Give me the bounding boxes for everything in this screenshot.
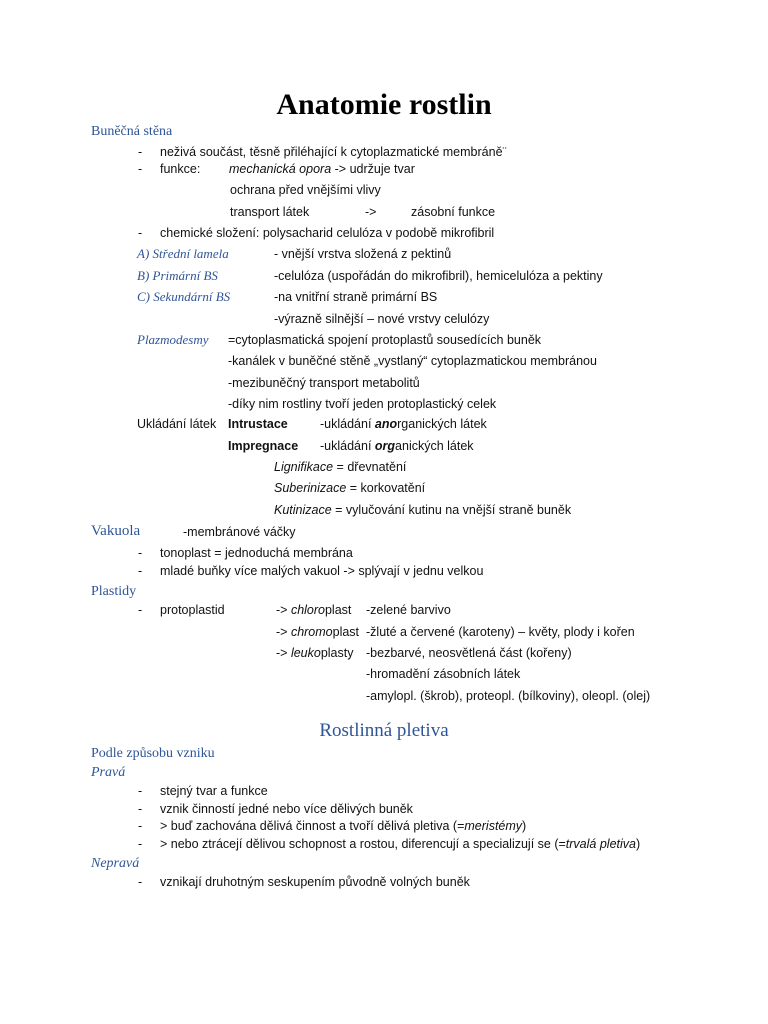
heading-plastids: Plastidy [91,584,137,599]
subheading-origin: Podle způsobu vzniku [91,746,215,761]
impregnation-text [320,438,474,454]
secondary-wall-text-2: -výrazně silnější – nové vrstvy celulózy [274,312,490,326]
true-tissue-2: vznik činností jedné nebo více dělivých buněk [160,802,413,816]
impregnation-a: -ukládání [320,439,375,453]
true-tissue-4a: > nebo ztrácejí dělivou schopnost a rostou, diferencují a specializují se (= [160,837,566,851]
plasmodesmata-line-4: -díky nim rostliny tvoří jeden protoplastický celek [228,397,497,411]
cutinization-def: = vylučování kutinu na vnější straně buněk [331,503,572,517]
bullet-dash: - [138,162,143,176]
leukoplast-prefix: leuko [290,646,321,660]
leukoplast-suffix: plasty [320,646,354,660]
true-tissue-3 [160,818,526,834]
impregnation-b: org [374,439,396,453]
bullet-dash: - [138,564,143,578]
function-1-italic: mechanická opora [229,162,332,176]
primary-wall-label: B) Primární BS [137,268,218,283]
chromoplast [276,624,359,640]
bullet-dash: - [138,145,143,159]
cell-wall-bullet-3: chemické složení: polysacharid celulóza v podobě mikrofibril [160,226,495,240]
suberinization [274,480,425,496]
impregnation-c: anických látek [395,439,474,453]
lignification-term: Lignifikace [274,460,334,474]
plasmodesmata-line-2: -kanálek v buněčné stěně „vystlaný“ cytoplazmatickou membránou [228,354,597,368]
protoplastid: protoplastid [160,603,225,617]
chloroplast-suffix: plast [324,603,352,617]
function-3a: transport látek [230,205,310,219]
function-1-rest: -> udržuje tvar [331,162,415,176]
bullet-dash: - [138,226,143,240]
intrustation-a: -ukládání [320,417,375,431]
chromoplast-prefix: chromo [290,625,333,639]
lamella-text: - vnější vrstva složená z pektinů [274,247,452,261]
plasmodesmata-line-3: -mezibuněčný transport metabolitů [228,376,420,390]
bullet-dash: - [138,875,143,889]
bullet-dash: - [138,837,143,851]
lamella-label: A) Střední lamela [137,246,229,261]
function-2: ochrana před vnějšími vlivy [230,183,381,197]
vacuole-desc: -membránové váčky [183,525,296,539]
vacuole-bullet-2: mladé buňky více malých vakuol -> splývají v jednu velkou [160,564,484,578]
lignification [274,459,406,475]
false-tissue-1: vznikají druhotným seskupením původně volných buněk [160,875,470,889]
vacuole-bullet-1: tonoplast = jednoduchá membrána [160,546,353,560]
bullet-dash: - [138,819,143,833]
secondary-wall-text-1: -na vnitřní straně primární BS [274,290,438,304]
intrustation-c: rganických látek [397,417,487,431]
suberinization-term: Suberinizace [274,481,347,495]
chromoplast-suffix: plast [332,625,360,639]
plasmodesmata-line-1: =cytoplasmatická spojení protoplastů sousedících buněk [228,333,542,347]
heading-cell-wall: Buněčná stěna [91,124,173,139]
false-tissues-label: Nepravá [91,856,140,871]
true-tissues-label: Pravá [91,765,126,780]
chloroplast-prefix: chloro [290,603,325,617]
chloroplast [276,602,351,618]
function-3c: zásobní funkce [411,205,496,219]
heading-plant-tissues: Rostlinná pletiva [319,720,449,741]
page-title: Anatomie rostlin [276,88,492,121]
true-tissue-1: stejný tvar a funkce [160,784,268,798]
plasmodesmata-label: Plazmodesmy [137,332,209,347]
arrow-1: -> [276,603,291,617]
true-tissue-3c: ) [522,819,527,833]
intrustation-b: ano [374,417,398,431]
leukoplast-desc-1: -bezbarvé, neosvětlená část (kořeny) [366,646,572,660]
intrustation-text [320,416,487,432]
true-tissue-4 [160,836,640,852]
bullet-dash: - [138,546,143,560]
secondary-wall-label: C) Sekundární BS [137,289,231,304]
arrow-2: -> [276,625,291,639]
heading-vacuole: Vakuola [91,523,141,539]
cell-wall-bullet-1: neživá součást, těsně přiléhající k cytoplazmatické membráně¨ [160,145,507,159]
true-tissue-3a: > buď zachována dělivá činnost a tvoří dělivá pletiva (= [160,819,465,833]
bullet-dash: - [138,603,143,617]
suberinization-def: = korkovatění [346,481,426,495]
functions-label: funkce: [160,162,201,176]
leukoplast-desc-3: -amylopl. (škrob), proteopl. (bílkoviny), oleopl. (olej) [366,689,651,703]
function-3-arrow: -> [365,205,377,219]
cutinization-term: Kutinizace [274,503,332,517]
true-tissue-3b: meristémy [464,819,523,833]
storage-label: Ukládání látek [137,417,217,431]
impregnation-label: Impregnace [228,439,299,453]
leukoplast [276,645,353,661]
lignification-def: = dřevnatění [333,460,407,474]
intrustation-label: Intrustace [228,417,288,431]
arrow-3: -> [276,646,291,660]
bullet-dash: - [138,802,143,816]
bullet-dash: - [138,784,143,798]
function-1 [229,161,415,177]
true-tissue-4b: trvalá pletiva [565,837,636,851]
chromoplast-desc: -žluté a červené (karoteny) – květy, plody i kořen [366,625,635,639]
leukoplast-desc-2: -hromadění zásobních látek [366,667,521,681]
primary-wall-text: -celulóza (uspořádán do mikrofibril), hemicelulóza a pektiny [274,269,603,283]
true-tissue-4c: ) [635,837,641,851]
chloroplast-desc: -zelené barvivo [366,603,451,617]
cutinization [274,502,571,518]
